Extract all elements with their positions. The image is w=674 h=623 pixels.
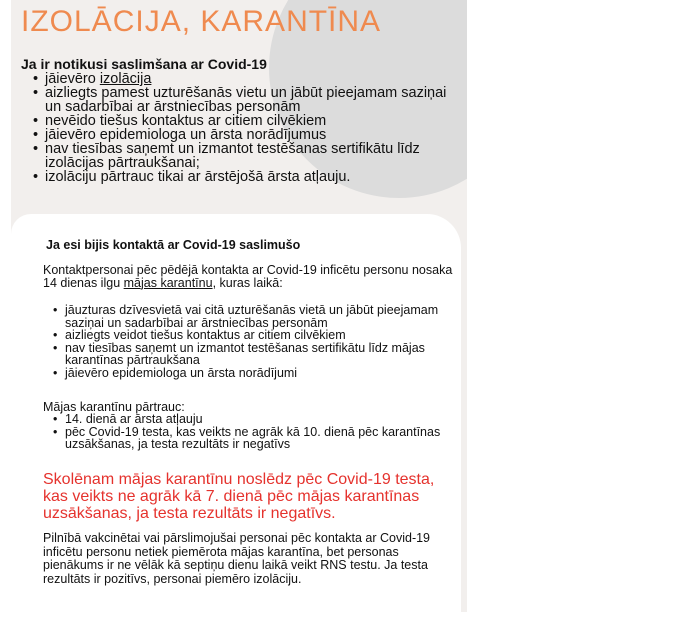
illness-heading: Ja ir notikusi saslimšana ar Covid-19 [21,56,267,72]
document-page [11,0,467,612]
isolation-link: izolācija [99,71,152,87]
illness-section [21,57,461,184]
quarantine-end-list [43,413,455,451]
home-quarantine-link: mājas karantīnu [123,275,213,290]
page-title: IZOLĀCIJA, KARANTĪNA [21,5,382,38]
list-item: • nav tiesības saņemt un izmantot testēšanas sertifikātu līdz mājas karantīnas pārtraukšana [43,342,455,367]
list-item: • nevēido tiešus kontaktus ar citiem cilvēkiem [21,114,461,128]
list-item: • izolāciju pārtrauc tikai ar ārstējošā ārsta atļauju. [21,170,461,184]
quarantine-end-label: Mājas karantīnu pārtrauc: [43,400,185,414]
list-item: • pēc Covid-19 testa, kas veikts ne agrāk kā 10. dienā pēc karantīnas uzsākšanas, ja testa rezultāts ir negatīvs [43,426,455,451]
list-item: • jāievēro epidemiologa un ārsta norādījumus [21,128,461,142]
list-item: • jāievēro izolācija [21,72,461,86]
list-item: • jāievēro epidemiologa un ārsta norādījumi [43,367,455,380]
list-item: • aizliegts veidot tiešus kontaktus ar citiem cilvēkiem [43,329,455,342]
contact-card [11,214,461,612]
vaccinated-note: Pilnībā vakcinētai vai pārslimojušai personai pēc kontakta ar Covid-19 inficētu personu netiek piemērota mājas karantīna, bet personas pienākums ir ne vēlāk kā septiņu dienu laikā veikt RNS testu. Ja testa rezultāts ir pozitīvs, personai piemēro izolāciju. [43,531,431,586]
contact-heading: Ja esi bijis kontaktā ar Covid-19 saslimušo [46,238,301,252]
contact-intro: Kontaktpersonai pēc pēdējā kontakta ar Covid-19 inficētu personu nosaka 14 dienas ilgu mājas karantīnu, kuras laikā: [43,263,453,290]
list-item: • 14. dienā ar ārsta atļauju [43,413,455,426]
list-item: • nav tiesības saņemt un izmantot testēšanas sertifikātu līdz izolācijas pārtraukšanai; [21,142,461,170]
illness-rules-list [21,72,461,184]
students-note: Skolēnam mājas karantīnu noslēdz pēc Covid-19 testa, kas veikts ne agrāk kā 7. dienā pēc mājas karantīnas uzsākšanas, ja testa rezultāts ir negatīvs. [43,471,435,522]
quarantine-rules-list [43,304,455,379]
list-item: • jāuzturas dzīvesvietā vai citā uzturēšanās vietā un jābūt pieejamam saziņai un sadarbībai ar ārstniecības personām [43,304,455,329]
list-item: • aizliegts pamest uzturēšanās vietu un jābūt pieejamam saziņai un sadarbībai ar ārstniecības personām [21,86,461,114]
